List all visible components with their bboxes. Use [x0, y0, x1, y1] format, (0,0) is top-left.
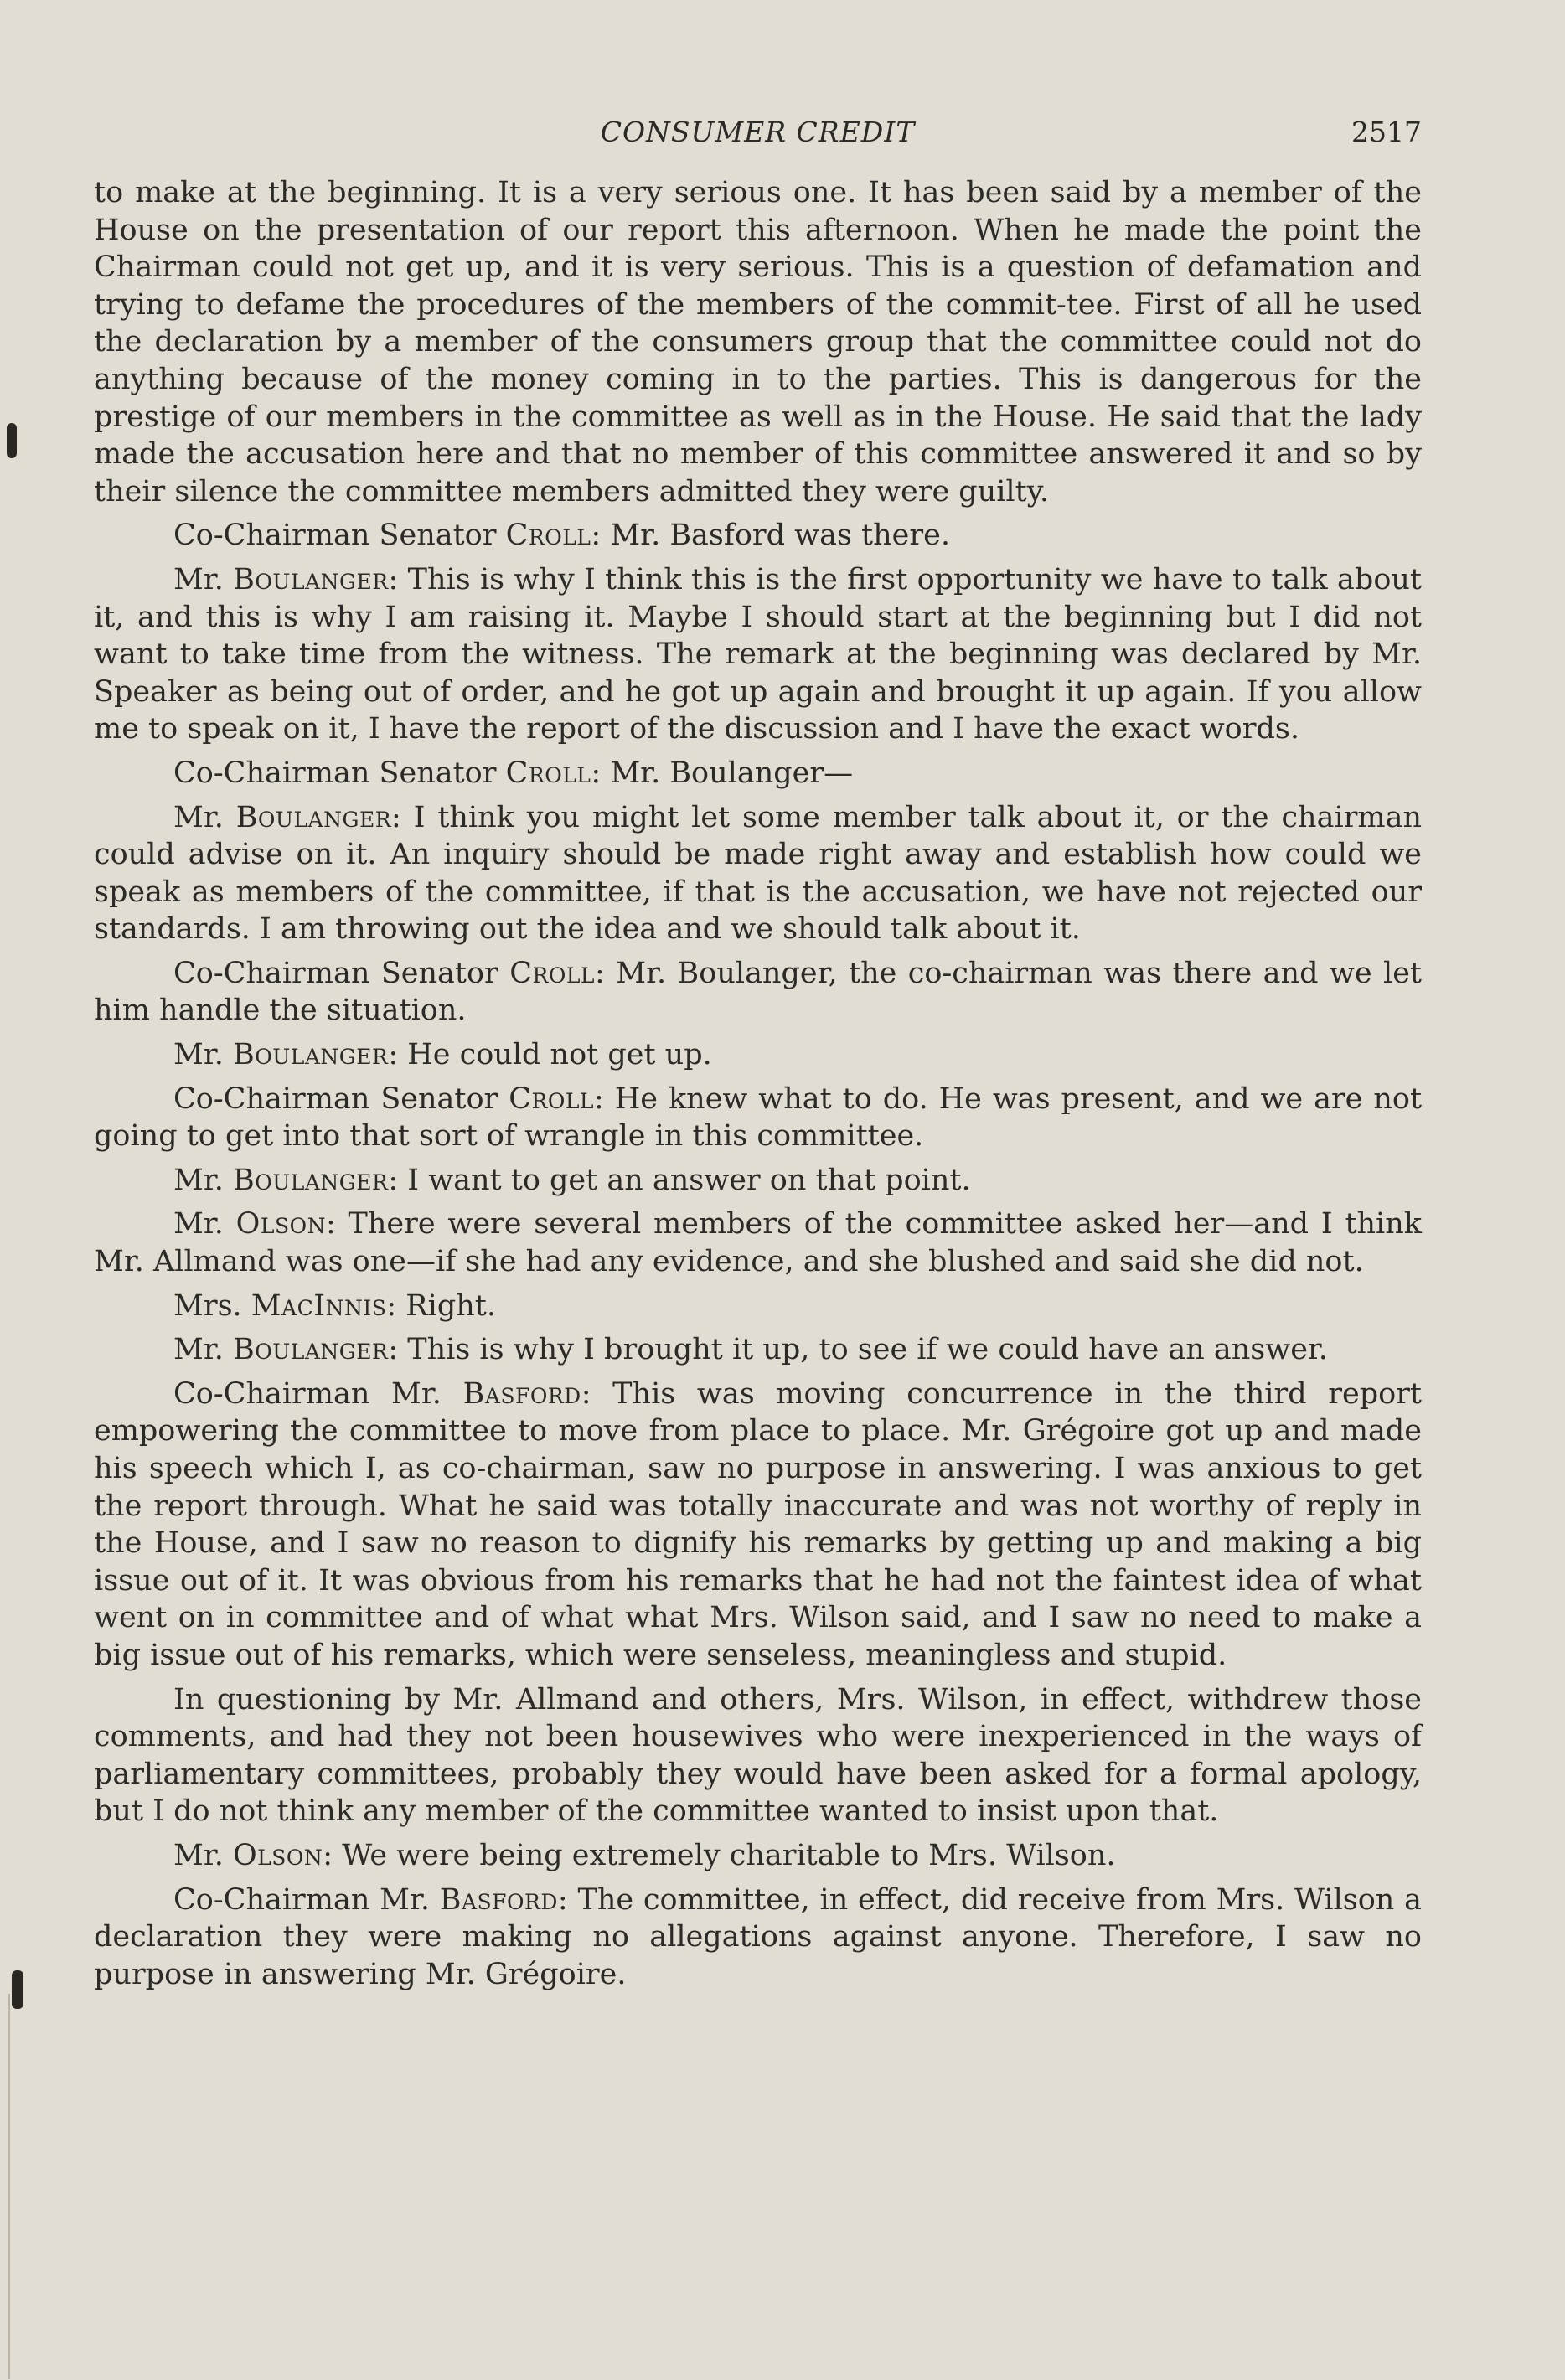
paragraph	[94, 561, 1422, 748]
speaker-name: Croll	[509, 1082, 595, 1116]
paragraph	[94, 1882, 1422, 1994]
speaker-prefix: Mr.	[173, 1838, 233, 1872]
paragraph	[94, 1331, 1422, 1369]
speaker-prefix: Mr.	[173, 562, 234, 596]
paragraph	[94, 1288, 1422, 1325]
paragraph-text: to make at the beginning. It is a very serious one. It has been said by a member of the House on the presentation of our report this afternoon. When he made the point the Chairman could not get up, and it is very serious. This is a question of defamation and trying to defame the procedures of the members of the commit-tee. First of all he used the declaration by a member of the consumers group that the committee could not do anything because of the money coming in to the parties. This is dangerous for the prestige of our members in the committee as well as in the House. He said that the lady made the accusation here and that no member of this committee answered it and so by their silence the committee members admitted they were guilty.	[94, 176, 1422, 509]
paragraph-text: : He knew what to do. He was present, and we are not going to get into that sort of wrangle in this committee.	[94, 1082, 1423, 1154]
paragraph	[94, 174, 1422, 510]
speaker-name: Boulanger	[232, 1163, 389, 1197]
speaker-prefix: Co-Chairman Senator	[173, 756, 506, 790]
paragraph	[94, 799, 1422, 948]
paragraph	[94, 955, 1422, 1030]
speaker-prefix: Co-Chairman Senator	[173, 956, 510, 990]
speaker-prefix: Mr.	[173, 800, 236, 834]
speaker-prefix: Co-Chairman Mr.	[173, 1882, 440, 1917]
paragraph-text: : Mr. Boulanger—	[591, 756, 854, 790]
paragraph-text: : Mr. Boulanger, the co-chairman was there and we let him handle the situation.	[94, 956, 1422, 1028]
paragraph	[94, 1162, 1422, 1200]
paragraph	[94, 1081, 1422, 1155]
speaker-name: Boulanger	[232, 1038, 389, 1072]
paragraph	[94, 1205, 1422, 1280]
page-number: 2517	[1351, 116, 1422, 148]
paragraph-text: : This is why I brought it up, to see if we could have an answer.	[388, 1333, 1328, 1367]
speaker-name: Boulanger	[235, 800, 392, 834]
paragraph-text: : The committee, in effect, did receive from Mrs. Wilson a declaration they were making no allegations against anyone. Therefore, I saw no purpose in answering Mr. Grégoire.	[94, 1882, 1422, 1991]
speaker-name: Basford	[439, 1882, 558, 1917]
paragraph	[94, 1837, 1422, 1875]
speaker-prefix: Co-Chairman Senator	[173, 519, 506, 553]
paragraph-text: : Right.	[386, 1288, 496, 1323]
paragraph-text: : I think you might let some member talk about it, or the chairman could advise on it. An inquiry should be made right away and establish how could we speak as members of the committee, if that is the accusation, we have not rejected our standards. I am throwing out the idea and we should talk about it.	[94, 800, 1422, 947]
speaker-name: Olson	[232, 1838, 323, 1872]
speaker-prefix: Mr.	[173, 1038, 233, 1072]
document-page	[94, 116, 1422, 2000]
paragraph	[94, 517, 1422, 555]
paragraph-text: : There were several members of the committee asked her—and I think Mr. Allmand was one—if she had any evidence, and she blushed and said she did not.	[94, 1207, 1422, 1279]
paragraph-text: : I want to get an answer on that point.	[388, 1163, 971, 1197]
paragraph	[94, 1376, 1422, 1675]
speaker-name: Olson	[235, 1207, 326, 1242]
speaker-name: MacInnis	[251, 1288, 387, 1323]
speaker-name: Croll	[505, 519, 591, 553]
paragraph-text: : This was moving concurrence in the third report empowering the committee to move from place to place. Mr. Grégoire got up and made his speech which I, as co-chairman, saw no purpose in answering. I was anxious to get the report through. What he said was totally inaccurate and was not worthy of reply in the House, and I saw no reason to dignify his remarks by getting up and making a big issue out of it. It was obvious from his remarks that he had not the faintest idea of what went on in committee and of what what Mrs. Wilson said, and I saw no need to make a big issue out of his remarks, which were senseless, meaningless and stupid.	[94, 1376, 1422, 1672]
speaker-prefix: Mr.	[173, 1333, 233, 1367]
binding-mark-upper	[7, 423, 17, 458]
paragraph-text: : He could not get up.	[388, 1038, 712, 1072]
paragraph-text: : This is why I think this is the first opportunity we have to talk about it, and this is why I am raising it. Maybe I should start at the beginning but I did not want to take time from the witness. The remark at the beginning was declared by Mr. Speaker as being out of order, and he got up again and brought it up again. If you allow me to speak on it, I have the report of the discussion and I have the exact words.	[94, 562, 1422, 746]
speaker-name: Croll	[505, 756, 591, 790]
speaker-prefix: Mr.	[173, 1163, 233, 1197]
paragraph	[94, 1681, 1422, 1830]
page-header	[94, 116, 1422, 163]
paragraph	[94, 755, 1422, 792]
binding-edge-rule	[8, 1994, 10, 2379]
paragraph	[94, 1036, 1422, 1074]
binding-mark-lower	[12, 1970, 23, 2009]
speaker-name: Boulanger	[232, 1333, 389, 1367]
speaker-prefix: Mrs.	[173, 1288, 251, 1323]
paragraph-text: : We were being extremely charitable to Mrs. Wilson.	[323, 1838, 1116, 1872]
speaker-prefix: Mr.	[173, 1207, 236, 1242]
paragraph-text: : Mr. Basford was there.	[591, 519, 950, 553]
transcript-body	[94, 174, 1422, 1993]
speaker-name: Croll	[509, 956, 596, 990]
paragraph-text: In questioning by Mr. Allmand and others, Mrs. Wilson, in effect, withdrew those comments, and had they not been housewives who were inexperienced in the ways of parliamentary committees, probably they would have been asked for a formal apology, but I do not think any member of the committee wanted to insist upon that.	[94, 1682, 1422, 1829]
running-head: CONSUMER CREDIT	[600, 116, 916, 148]
speaker-name: Basford	[462, 1376, 581, 1411]
speaker-prefix: Co-Chairman Mr.	[173, 1376, 463, 1411]
speaker-prefix: Co-Chairman Senator	[173, 1082, 509, 1116]
speaker-name: Boulanger	[233, 562, 389, 596]
